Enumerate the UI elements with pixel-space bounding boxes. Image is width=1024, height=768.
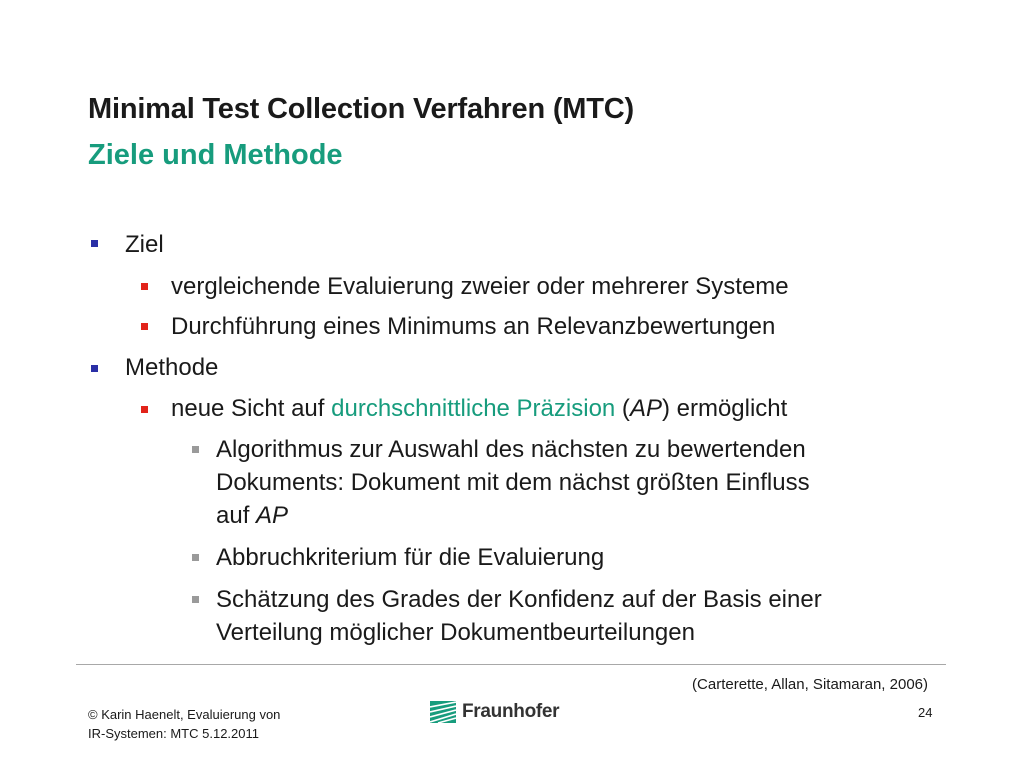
list-item-methode-1-1-line3 [216,500,288,532]
slide-subtitle: Ziele und Methode [88,139,343,171]
list-item-ziel-1: vergleichende Evaluierung zweier oder mehrerer Systeme [171,273,789,300]
bullet-level3 [192,554,199,561]
footer-divider [76,664,946,665]
footer-author-line2: IR-Systemen: MTC 5.12.2011 [88,726,259,741]
footer-author [88,705,280,743]
fraunhofer-logo [430,697,559,727]
footer-author-line1: © Karin Haenelt, Evaluierung von [88,707,281,722]
list-item-methode-1-2: Abbruchkriterium für die Evaluierung [216,544,605,571]
bullet-level1 [91,365,98,372]
bullet-level3 [192,596,199,603]
list-item-methode-1-3-line1: Schätzung des Grades der Konfidenz auf der Basis einer [216,586,822,613]
fraunhofer-logo-icon [430,701,456,723]
bullet-level2 [141,323,148,330]
bullet-level3 [192,446,199,453]
logo-text: Fraunhofer [462,701,560,722]
list-item-methode-1-1-line1: Algorithmus zur Auswahl des nächsten zu bewertenden [216,436,806,463]
bullet-level2 [141,283,148,290]
list-item-methode-1-1-line2: Dokuments: Dokument mit dem nächst größten Einfluss [216,469,810,496]
list-item-methode: Methode [125,354,219,381]
text-paren-open: ( [615,395,630,422]
page-number: 24 [918,705,933,720]
abbr-ap: AP [629,395,662,422]
list-item-methode-1 [171,393,787,425]
list-item-ziel: Ziel [125,231,164,258]
bullet-level2 [141,406,148,413]
text-prefix: auf [216,502,257,529]
slide-title: Minimal Test Collection Verfahren (MTC) [88,93,634,125]
citation: (Carterette, Allan, Sitamaran, 2006) [692,676,928,693]
text-suffix: ) ermöglicht [661,395,788,422]
list-item-methode-1-3-line2: Verteilung möglicher Dokumentbeurteilungen [216,619,695,646]
list-item-ziel-2: Durchführung eines Minimums an Relevanzbewertungen [171,313,776,340]
highlight-term: durchschnittliche Präzision [331,395,616,422]
bullet-level1 [91,240,98,247]
text-prefix: neue Sicht auf [171,395,332,422]
abbr-ap: AP [256,502,289,529]
